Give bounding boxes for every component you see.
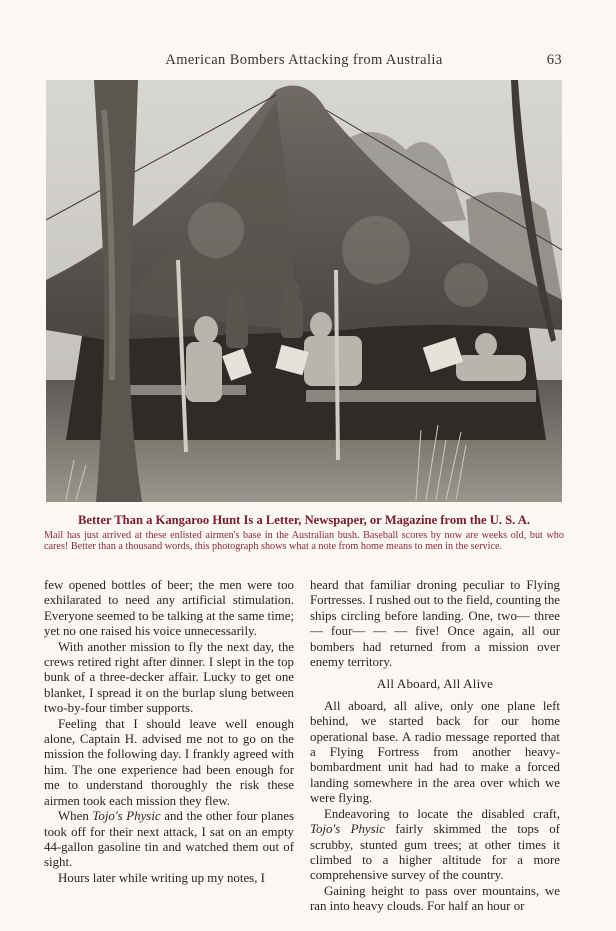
running-header: [46, 52, 562, 70]
left-column: [44, 578, 294, 886]
running-title: American Bombers Attacking from Australia: [165, 52, 443, 68]
paragraph: All aboard, all alive, only one plane left behind, we started back for our home operational base. A radio message reported that a Flying Fortress from another heavy-bombardment unit had had to make a forced landing somewhere in the area over which we were flying.: [310, 698, 560, 806]
text-run: Endeavoring to locate the disabled craft,: [324, 806, 560, 821]
paragraph: few opened bottles of beer; the men were too exhilarated to need any artificial stimulation. Everyone seemed to be talking at the same time; yet no one raised his voice unnecessarily.: [44, 578, 294, 639]
photograph-tent-airmen-reading-icon: [46, 80, 562, 502]
right-column: [310, 578, 560, 915]
caption-body: Mail has just arrived at these enlisted airmen's base in the Australian bush. Baseball scores by now are weeks old, but who cares! Better than a thousand words, this photograph shows what a note from home means to men in the service.: [44, 530, 564, 553]
text-run: When: [58, 809, 93, 824]
caption-title: Better Than a Kangaroo Hunt Is a Letter, Newspaper, or Magazine from the U. S. A.: [78, 513, 530, 527]
page-number: 63: [546, 52, 562, 68]
paragraph: With another mission to fly the next day, the crews retired right after dinner. I slept in the top bunk of a three-decker affair. Lucky to get one blanket, I spread it on the burlap slung between two-by-four timber supports.: [44, 639, 294, 716]
photograph: [46, 80, 562, 502]
paragraph: heard that familiar droning peculiar to Flying Fortresses. I rushed out to the field, counting the ships circling before landing. One, two— three— four— — — five! Once again, all our bombers had returned from a mission over enemy territory.: [310, 578, 560, 670]
paragraph: Hours later while writing up my notes, I: [58, 870, 265, 885]
plane-name: Tojo's Physic: [92, 809, 161, 824]
paragraph: Feeling that I should leave well enough alone, Captain H. advised me not to go on the mission the following day. I frankly agreed with him. The one experience had been enough for me to understand thoroughly the risk these airmen took each mission they flew.: [44, 716, 294, 808]
paragraph: [44, 809, 294, 871]
plane-name: Tojo's Physic: [310, 822, 385, 837]
paragraph: [310, 807, 560, 884]
paragraph: Gaining height to pass over mountains, we ran into heavy clouds. For half an hour or: [310, 883, 560, 914]
section-heading: All Aboard, All Alive: [376, 676, 494, 692]
text-run: and the other four planes took off for their next attack, I sat on an empty 44-gallon gasoline tin and watched them out of sight.: [44, 809, 294, 870]
text-run: fairly skimmed the tops of scrubby, stunted gum trees; at other times it climbed to a higher altitude for a more comprehensive survey of the country.: [310, 822, 560, 883]
